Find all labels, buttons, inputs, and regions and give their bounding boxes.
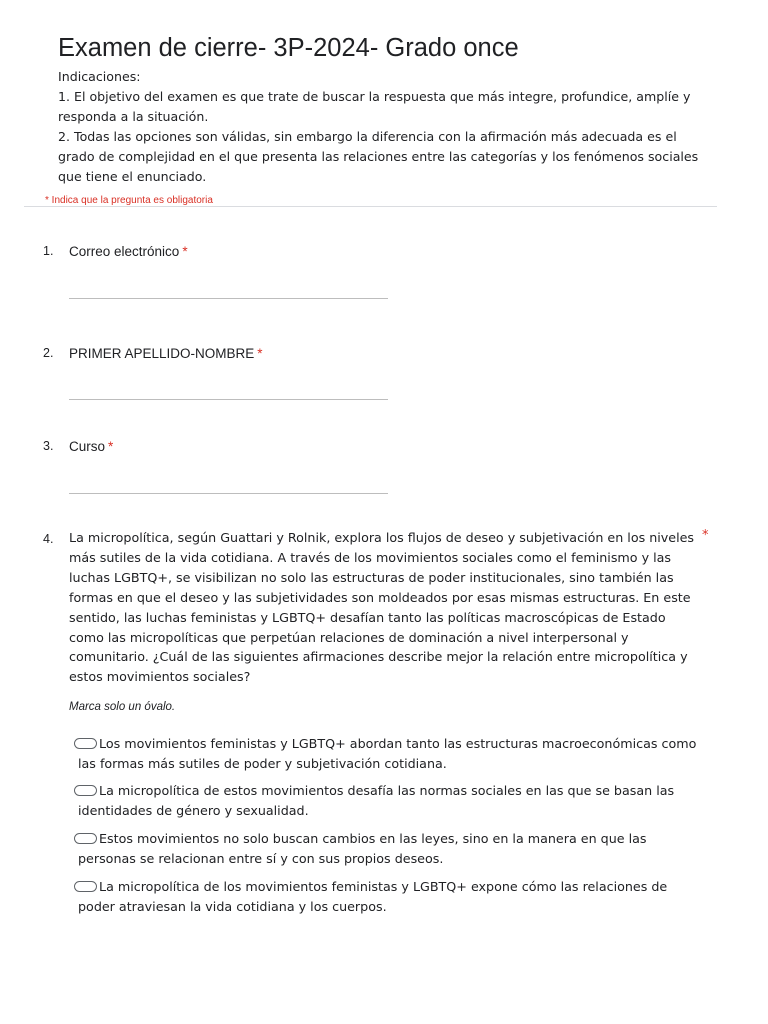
form-description (58, 67, 708, 187)
required-asterisk: * (257, 346, 263, 361)
question-title (69, 242, 188, 262)
option-label: Estos movimientos no solo buscan cambios en las leyes, sino en la manera en que las personas se relacionan entre sí y con sus propios deseos. (78, 831, 647, 866)
question-label: Correo electrónico (69, 244, 180, 259)
question-4-prompt: La micropolítica, según Guattari y Rolnik, explora los flujos de deseo y subjetivación en los niveles más sutiles de la vida cotidiana. A través de los movimientos sociales como el feminismo y las luchas LGBTQ+, se visibilizan no solo las estructuras de poder institucionales, sino también las formas en que el deseo y las subjetividades son moldeados por esas mismas estructuras. En este sentido, las luchas feministas y LGBTQ+ desafían tanto las políticas macroscópicas de Estado como las micropolíticas que perpetúan relaciones de dominación a nivel interpersonal y comunitario. ¿Cuál de las siguientes afirmaciones describe mejor la relación entre micropolítica y estos movimientos sociales? (69, 530, 695, 685)
question-hint: Marca solo un óvalo. (69, 701, 176, 713)
radio-oval[interactable] (74, 881, 97, 892)
question-number: 4. (43, 532, 54, 546)
header-divider (24, 206, 717, 207)
option-label: La micropolítica de los movimientos feministas y LGBTQ+ expone cómo las relaciones de poder atraviesan la vida cotidiana y los cuerpos. (78, 879, 668, 914)
email-answer-line[interactable] (69, 298, 388, 299)
question-number: 3. (43, 439, 54, 453)
course-answer-line[interactable] (69, 493, 388, 494)
required-asterisk: * (182, 244, 188, 259)
radio-oval[interactable] (74, 833, 97, 844)
question-number: 1. (43, 244, 54, 258)
question-label: Curso (69, 439, 106, 454)
form-title: Examen de cierre- 3P-2024- Grado once (58, 34, 519, 62)
description-line: Indicaciones: (58, 69, 141, 84)
question-title (69, 344, 263, 364)
question-label: PRIMER APELLIDO-NOMBRE (69, 346, 255, 361)
question-title (69, 437, 113, 457)
question-number: 2. (43, 346, 54, 360)
radio-oval[interactable] (74, 785, 97, 796)
required-note: * Indica que la pregunta es obligatoria (45, 195, 213, 206)
option-1[interactable] (78, 734, 698, 774)
description-line: 1. El objetivo del examen es que trate de buscar la respuesta que más integre, profundice, amplíe y responda a la situación. (58, 89, 691, 124)
option-label: La micropolítica de estos movimientos desafía las normas sociales en las que se basan las identidades de género y sexualidad. (78, 783, 675, 818)
required-asterisk: * (702, 528, 709, 543)
option-4[interactable] (78, 877, 698, 917)
option-label: Los movimientos feministas y LGBTQ+ abordan tanto las estructuras macroeconómicas como las formas más sutiles de poder y subjetivación cotidiana. (78, 736, 697, 771)
radio-oval[interactable] (74, 738, 97, 749)
option-2[interactable] (78, 781, 698, 821)
option-3[interactable] (78, 829, 698, 869)
description-line: 2. Todas las opciones son válidas, sin embargo la diferencia con la afirmación más adecuada es el grado de complejidad en el que presenta las relaciones entre las categorías y los fenómenos sociales que tiene el enunciado. (58, 129, 699, 184)
name-answer-line[interactable] (69, 399, 388, 400)
required-asterisk: * (108, 439, 114, 454)
